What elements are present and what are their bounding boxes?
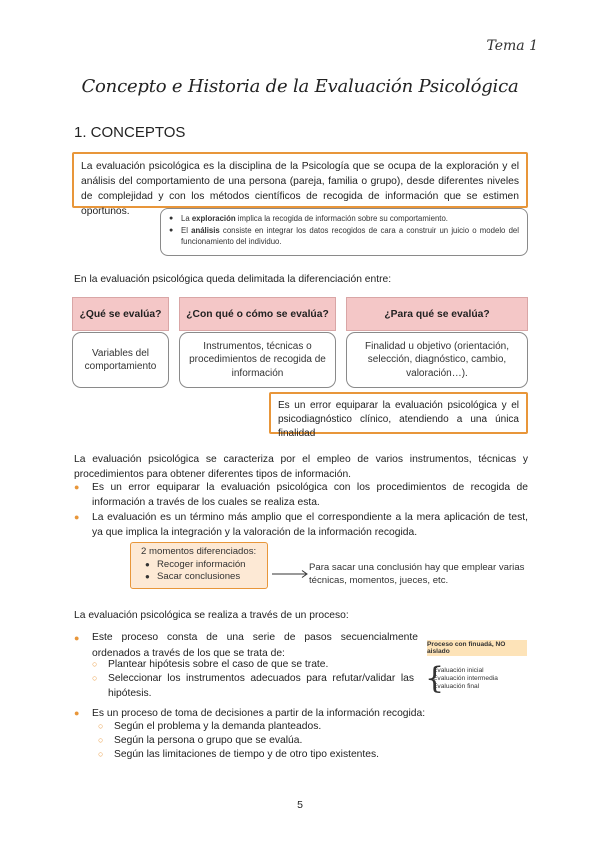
definition-text: La evaluación psicológica es la disciplina de la Psicología que se ocupa de la exploración y el análisis del comportamiento de una persona (pareja, familia o grupo), desde diferentes niveles de complejidad y con los métodos científicos de recogida de información que se estimen oportunos.	[81, 161, 519, 217]
list-item: ● La evaluación es un término más amplio que el correspondiente a la mera aplicación de test, ya que implica la integración y la valoración de la información recogida.	[74, 512, 528, 538]
note-analisis: ● El análisis consiste en integrar los datos recogidos de cara a construir un juicio o modelo del funcionamiento del individuo.	[169, 225, 519, 248]
question-how: ¿Con qué o cómo se evalúa?	[179, 297, 336, 331]
question-what: ¿Qué se evalúa?	[72, 297, 169, 331]
arrow-right-icon	[272, 569, 310, 579]
circle-bullet-icon: ○	[98, 735, 104, 745]
side-note-stages: Evaluación inicial Evaluación intermedia Evaluación final	[433, 667, 498, 690]
definition-notes-box	[160, 208, 528, 256]
circle-bullet-icon: ○	[98, 749, 104, 759]
section-heading: 1. CONCEPTOS	[74, 124, 186, 141]
moments-conclusion: Para sacar una conclusión hay que emplear varias técnicas, momentos, jueces, etc.	[309, 562, 525, 586]
warning-note: Es un error equiparar la evaluación psicológica y el psicodiagnóstico clínico, atendiendo a una única finalidad	[269, 392, 528, 434]
side-note-label: Proceso con finuadá, NO aislado	[427, 640, 527, 656]
sub-list-item: ○ Según las limitaciones de tiempo y de otro tipo existentes.	[98, 749, 380, 760]
bullet-icon: ●	[74, 708, 80, 718]
page-number: 5	[297, 799, 303, 811]
definition-box	[72, 152, 528, 217]
moment-item: ● Sacar conclusiones	[141, 571, 257, 584]
bullet-icon: ●	[74, 633, 80, 643]
moments-title: 2 momentos diferenciados:	[141, 546, 257, 557]
moment-item: ● Recoger información	[141, 559, 257, 572]
list-item: ● Este proceso consta de una serie de pasos secuencialmente ordenados a través de los que se trata de:	[74, 632, 418, 659]
brace-icon: {	[425, 661, 445, 696]
sub-list-item: ○ Plantear hipótesis sobre el caso de que se trate.	[92, 659, 329, 670]
circle-bullet-icon: ○	[98, 721, 104, 731]
sub-list-item: ○ Según el problema y la demanda planteados.	[98, 721, 322, 732]
note-exploracion: ● La exploración implica la recogida de información sobre su comportamiento.	[169, 213, 519, 225]
instruments-paragraph: La evaluación psicológica se caracteriza por el empleo de varios instrumentos, técnicas y procedimientos para obtener diferentes tipos de información.	[74, 454, 528, 480]
answer-what: Variables del comportamiento	[72, 332, 169, 388]
answer-why: Finalidad u objetivo (orientación, selección, diagnóstico, cambio, valoración…).	[346, 332, 528, 388]
delimitation-intro: En la evaluación psicológica queda delimitada la diferenciación entre:	[74, 274, 392, 285]
bullet-icon: ●	[74, 512, 80, 522]
bullet-icon: ●	[74, 482, 80, 492]
sub-list-item: ○ Seleccionar los instrumentos adecuados para refutar/validar las hipótesis.	[92, 673, 414, 699]
list-item: ● Es un proceso de toma de decisiones a partir de la información recogida:	[74, 708, 426, 719]
page-title: Concepto e Historia de la Evaluación Psicológica	[81, 76, 519, 97]
question-why: ¿Para qué se evalúa?	[346, 297, 528, 331]
process-intro: La evaluación psicológica se realiza a través de un proceso:	[74, 610, 349, 621]
list-item: ● Es un error equiparar la evaluación psicológica con los procedimientos de recogida de información a través de los cuales se realiza esta.	[74, 482, 528, 508]
moments-box	[130, 542, 268, 589]
chapter-label: Tema 1	[486, 38, 538, 54]
circle-bullet-icon: ○	[92, 673, 98, 683]
answer-how: Instrumentos, técnicas o procedimientos de recogida de información	[179, 332, 336, 388]
circle-bullet-icon: ○	[92, 659, 98, 669]
sub-list-item: ○ Según la persona o grupo que se evalúa.	[98, 735, 303, 746]
